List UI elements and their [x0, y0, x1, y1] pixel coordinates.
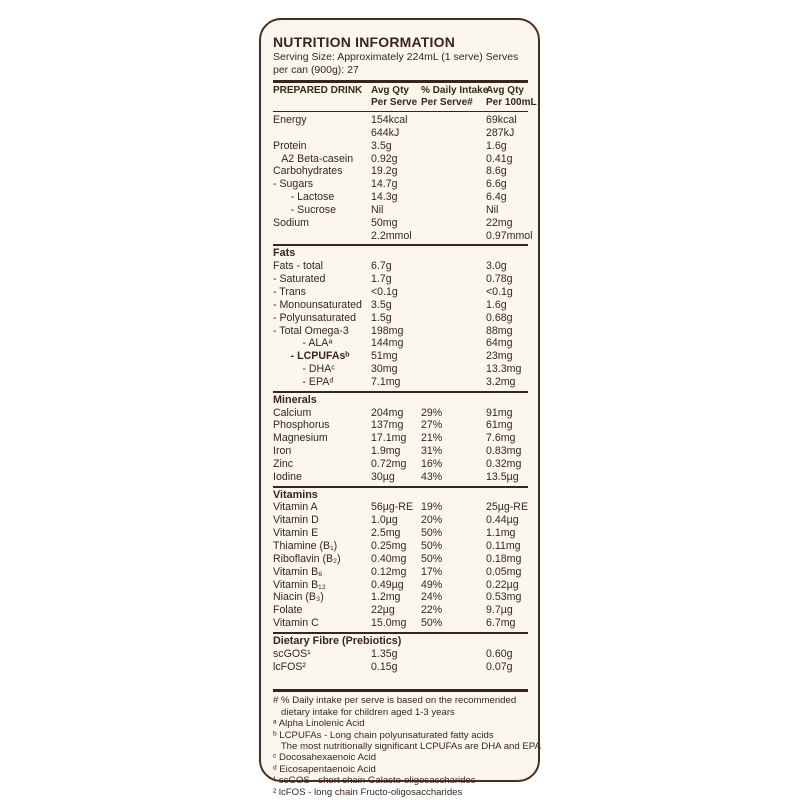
row-label: Iodine — [273, 470, 302, 483]
row-daily-intake: 24% — [421, 591, 443, 604]
row-label: Protein — [273, 139, 307, 152]
row-daily-intake — [421, 165, 486, 178]
table-row — [273, 514, 528, 527]
row-label: Phosphorus — [273, 419, 330, 432]
table-row — [273, 337, 528, 350]
row-per-serve: 6.7g — [371, 260, 392, 273]
table-row — [273, 127, 528, 140]
table-row — [273, 350, 528, 363]
row-per-100ml: 0.78g — [486, 273, 513, 286]
row-per-serve: 1.9mg — [371, 445, 401, 458]
table-row — [273, 617, 528, 630]
row-label: Vitamin C — [273, 617, 319, 630]
row-daily-intake — [421, 204, 486, 217]
row-label: - Polyunsaturated — [273, 311, 357, 324]
serving-size: Serving Size: Approximately 224mL (1 serve) Serves per can (900g): 27 — [273, 51, 519, 76]
row-daily-intake: 43% — [421, 470, 443, 483]
table-row — [273, 299, 528, 312]
table-row — [273, 165, 528, 178]
row-label: - LCPUFAsᵇ — [273, 350, 350, 363]
footnote-line: dietary intake for children aged 1-3 years — [273, 706, 455, 718]
nutrition-panel — [259, 18, 541, 798]
row-label — [273, 127, 371, 140]
row-per-100ml: 6.4g — [486, 191, 507, 204]
fats-heading: Fats — [273, 247, 296, 260]
row-label — [273, 230, 371, 243]
table-row — [273, 458, 528, 471]
row-per-100ml: 8.6g — [486, 165, 507, 178]
row-per-serve: 0.49µg — [371, 578, 404, 591]
row-daily-intake: 49% — [421, 578, 443, 591]
footnotes — [273, 695, 541, 798]
row-daily-intake: 19% — [421, 501, 443, 514]
row-label: - Trans — [273, 285, 306, 298]
row-per-100ml: 0.05mg — [486, 565, 522, 578]
row-per-100ml: 0.11mg — [486, 540, 521, 552]
header-daily-intake: % Daily Intake Per Serve# — [421, 85, 489, 108]
table-row — [273, 217, 528, 230]
row-per-100ml: 25µg-RE — [486, 501, 529, 514]
row-label: - Saturated — [273, 273, 326, 286]
row-label: Niacin (B₃) — [273, 591, 324, 604]
row-daily-intake — [421, 286, 486, 299]
row-daily-intake: 22% — [421, 604, 443, 617]
table-row — [273, 260, 528, 273]
row-label: Carbohydrates — [273, 165, 343, 178]
row-label: - Lactose — [273, 191, 335, 204]
row-daily-intake — [421, 217, 486, 230]
row-per-100ml: 3.0g — [486, 260, 507, 273]
row-per-serve: 1.7g — [371, 273, 392, 286]
table-row — [273, 501, 528, 514]
footnote-line: ² lcFOS - long chain Fructo-oligosaccharides — [273, 786, 463, 798]
row-per-100ml: 6.7mg — [486, 617, 516, 630]
footnote-line: ᶜ Docosahexaenoic Acid — [273, 752, 377, 764]
footnote-line: ¹ scGOS - short chain Galacto-oligosaccharides — [273, 775, 476, 787]
row-label: - DHAᶜ — [273, 363, 336, 376]
row-daily-intake: 50% — [421, 552, 443, 565]
row-daily-intake — [421, 299, 486, 312]
row-daily-intake — [421, 191, 486, 204]
table-row — [273, 540, 528, 553]
row-per-100ml: 0.44µg — [486, 514, 519, 527]
row-per-100ml: 64mg — [486, 337, 513, 350]
table-row — [273, 178, 528, 191]
row-per-100ml: Nil — [486, 203, 499, 216]
row-daily-intake: 20% — [421, 514, 443, 527]
row-per-100ml: 13.3mg — [486, 363, 522, 376]
vitamins-rows — [273, 501, 528, 629]
row-label: Vitamin B₆ — [273, 565, 323, 578]
row-per-serve: 1.35g — [371, 647, 398, 660]
row-per-serve: 3.5g — [371, 298, 392, 311]
row-label: scGOS¹ — [273, 647, 311, 660]
row-per-100ml: 3.2mg — [486, 375, 516, 388]
row-label: Vitamin E — [273, 527, 319, 540]
row-per-serve: 3.5g — [371, 139, 392, 152]
row-daily-intake — [421, 363, 486, 376]
row-label: - Sucrose — [273, 203, 336, 216]
table-row — [273, 204, 528, 217]
section-divider — [273, 486, 528, 488]
row-per-100ml: 287kJ — [486, 126, 515, 139]
row-per-serve: 22µg — [371, 604, 395, 617]
row-label: Magnesium — [273, 432, 328, 445]
row-per-100ml: 22mg — [486, 216, 513, 229]
row-per-100ml: 61mg — [486, 419, 513, 432]
header-prepared-drink: PREPARED DRINK — [273, 85, 363, 96]
row-per-100ml: 0.60g — [486, 647, 513, 660]
row-daily-intake — [421, 661, 486, 674]
section-divider — [273, 244, 528, 246]
row-per-serve: 30µg — [371, 470, 395, 483]
row-daily-intake — [421, 127, 486, 140]
row-per-serve: 0.12mg — [371, 565, 407, 578]
row-label: - Sugars — [273, 178, 314, 191]
minerals-rows — [273, 407, 528, 484]
row-daily-intake — [421, 114, 486, 127]
row-label: lcFOS² — [273, 660, 306, 673]
footnote-line: ᵃ Alpha Linolenic Acid — [273, 718, 365, 730]
row-label: - EPAᵈ — [273, 375, 334, 388]
row-per-100ml: 6.6g — [486, 178, 507, 191]
row-per-serve: 144mg — [371, 337, 404, 350]
row-per-100ml: 91mg — [486, 406, 513, 419]
row-per-100ml: 0.32mg — [486, 457, 522, 470]
row-per-serve: 0.92g — [371, 152, 398, 165]
row-label: Fats - total — [273, 260, 324, 273]
row-daily-intake: 17% — [421, 565, 443, 578]
table-row — [273, 363, 528, 376]
row-per-100ml: 13.5µg — [486, 470, 519, 483]
table-row — [273, 273, 528, 286]
row-per-100ml: 0.22µg — [486, 578, 519, 591]
table-row — [273, 286, 528, 299]
table-row — [273, 432, 528, 445]
table-row — [273, 419, 528, 432]
table-row — [273, 114, 528, 127]
table-row — [273, 325, 528, 338]
row-per-100ml: 0.68g — [486, 311, 513, 324]
footnote-rule — [273, 689, 528, 692]
row-per-serve: 0.40mg — [371, 552, 407, 565]
row-per-serve: 0.25mg — [371, 540, 407, 552]
row-per-serve: 0.15g — [371, 660, 398, 673]
row-per-100ml: 1.6g — [486, 139, 507, 152]
row-daily-intake — [421, 312, 486, 325]
row-per-serve: 198mg — [371, 324, 404, 337]
row-per-serve: 30mg — [371, 363, 398, 376]
main-rows — [273, 114, 533, 242]
row-per-100ml: 7.6mg — [486, 432, 516, 445]
row-per-100ml: 69kcal — [486, 114, 517, 126]
table-row — [273, 553, 528, 566]
row-daily-intake — [421, 350, 486, 363]
row-per-100ml: 0.18mg — [486, 552, 522, 565]
row-label: Iron — [273, 445, 292, 458]
row-daily-intake: 50% — [421, 617, 443, 630]
row-label: - ALAᵃ — [273, 337, 333, 350]
row-per-100ml: 1.1mg — [486, 527, 516, 540]
table-row — [273, 407, 528, 420]
row-label: Calcium — [273, 406, 312, 419]
table-row — [273, 566, 528, 579]
row-per-serve: 2.2mmol — [371, 229, 412, 242]
row-daily-intake: 27% — [421, 419, 443, 432]
row-per-serve: 137mg — [371, 419, 404, 432]
fats-rows — [273, 260, 528, 388]
row-per-serve: Nil — [371, 203, 384, 216]
panel-title: NUTRITION INFORMATION — [273, 34, 456, 50]
table-row — [273, 648, 528, 661]
row-daily-intake: 16% — [421, 457, 443, 470]
row-daily-intake — [421, 153, 486, 166]
row-per-serve: 2.5mg — [371, 527, 401, 540]
row-daily-intake — [421, 230, 486, 243]
row-per-serve: 204mg — [371, 406, 404, 419]
row-daily-intake — [421, 260, 486, 273]
header-avg-qty-serve: Avg Qty Per Serve — [371, 85, 418, 108]
row-label: Folate — [273, 604, 303, 617]
table-row — [273, 579, 528, 592]
row-per-serve: 51mg — [371, 350, 398, 363]
section-divider — [273, 391, 528, 393]
table-row — [273, 527, 528, 540]
row-label: Zinc — [273, 457, 294, 470]
table-row — [273, 591, 528, 604]
row-daily-intake: 29% — [421, 406, 443, 419]
row-per-serve: 50mg — [371, 216, 398, 229]
row-daily-intake — [421, 140, 486, 153]
table-row — [273, 445, 528, 458]
row-label: Vitamin B₁₂ — [273, 578, 326, 591]
table-row — [273, 312, 528, 325]
footnote-line: ᵈ Eicosapentaenoic Acid — [273, 763, 376, 775]
row-per-serve: 14.7g — [371, 178, 398, 191]
row-label: - Monounsaturated — [273, 298, 362, 311]
header-avg-qty-100ml: Avg Qty Per 100mL — [486, 85, 537, 108]
row-per-serve: 1.5g — [371, 311, 392, 324]
row-per-serve: 15.0mg — [371, 617, 407, 630]
footnote-line: The most nutritionally significant LCPUFAs are DHA and EPA — [273, 741, 541, 753]
row-per-100ml: 0.53mg — [486, 591, 522, 604]
row-daily-intake — [421, 648, 486, 661]
row-label: Energy — [273, 114, 307, 126]
row-label: A2 Beta-casein — [273, 152, 354, 165]
row-daily-intake — [421, 178, 486, 191]
row-per-serve: 7.1mg — [371, 375, 401, 388]
table-row — [273, 229, 533, 243]
fibre-rows — [273, 648, 528, 674]
row-per-serve: 17.1mg — [371, 432, 407, 445]
row-per-serve: 14.3g — [371, 191, 398, 204]
vitamins-heading: Vitamins — [273, 488, 318, 501]
row-per-100ml: 0.07g — [486, 660, 513, 673]
row-label: Thiamine (B₁) — [273, 540, 338, 552]
row-per-100ml: 0.97mmol — [486, 229, 533, 242]
row-per-100ml: 1.6g — [486, 298, 507, 311]
minerals-heading: Minerals — [273, 393, 317, 406]
row-per-100ml: <0.1g — [486, 285, 513, 298]
row-label: Vitamin D — [273, 514, 319, 527]
row-label: - Total Omega-3 — [273, 324, 349, 337]
footnote-line: ᵇ LCPUFAs - Long chain polyunsaturated fatty acids — [273, 729, 494, 741]
row-per-100ml: 88mg — [486, 324, 513, 337]
table-body — [273, 112, 533, 673]
table-row — [273, 376, 528, 389]
row-per-serve: 0.72mg — [371, 457, 407, 470]
table-row — [273, 661, 528, 674]
row-daily-intake — [421, 325, 486, 338]
row-per-100ml: 23mg — [486, 350, 513, 363]
row-per-serve: 154kcal — [371, 114, 408, 126]
row-daily-intake — [421, 376, 486, 389]
row-per-serve: <0.1g — [371, 285, 398, 298]
row-daily-intake: 50% — [421, 527, 443, 540]
row-per-serve: 1.0µg — [371, 514, 398, 527]
table-row — [273, 604, 528, 617]
fibre-heading: Dietary Fibre (Prebiotics) — [273, 634, 402, 647]
row-daily-intake — [421, 337, 486, 350]
footnote-line: # % Daily intake per serve is based on the recommended — [273, 695, 517, 707]
table-header — [273, 83, 537, 111]
table-row — [273, 153, 528, 166]
row-per-serve: 56µg-RE — [371, 501, 414, 514]
row-daily-intake: 31% — [421, 445, 443, 458]
row-per-serve: 19.2g — [371, 165, 398, 178]
row-daily-intake: 21% — [421, 432, 443, 445]
row-label: Vitamin A — [273, 501, 318, 514]
table-row — [273, 140, 528, 153]
row-label: Sodium — [273, 216, 309, 229]
row-per-100ml: 0.83mg — [486, 445, 522, 458]
section-divider — [273, 632, 528, 634]
row-per-serve: 644kJ — [371, 126, 400, 139]
row-daily-intake — [421, 273, 486, 286]
row-label: Riboflavin (B₂) — [273, 552, 341, 565]
row-per-100ml: 0.41g — [486, 152, 513, 165]
row-per-100ml: 9.7µg — [486, 604, 513, 617]
row-per-serve: 1.2mg — [371, 591, 401, 604]
table-row — [273, 471, 528, 484]
row-daily-intake: 50% — [421, 540, 443, 552]
table-row — [273, 191, 528, 204]
